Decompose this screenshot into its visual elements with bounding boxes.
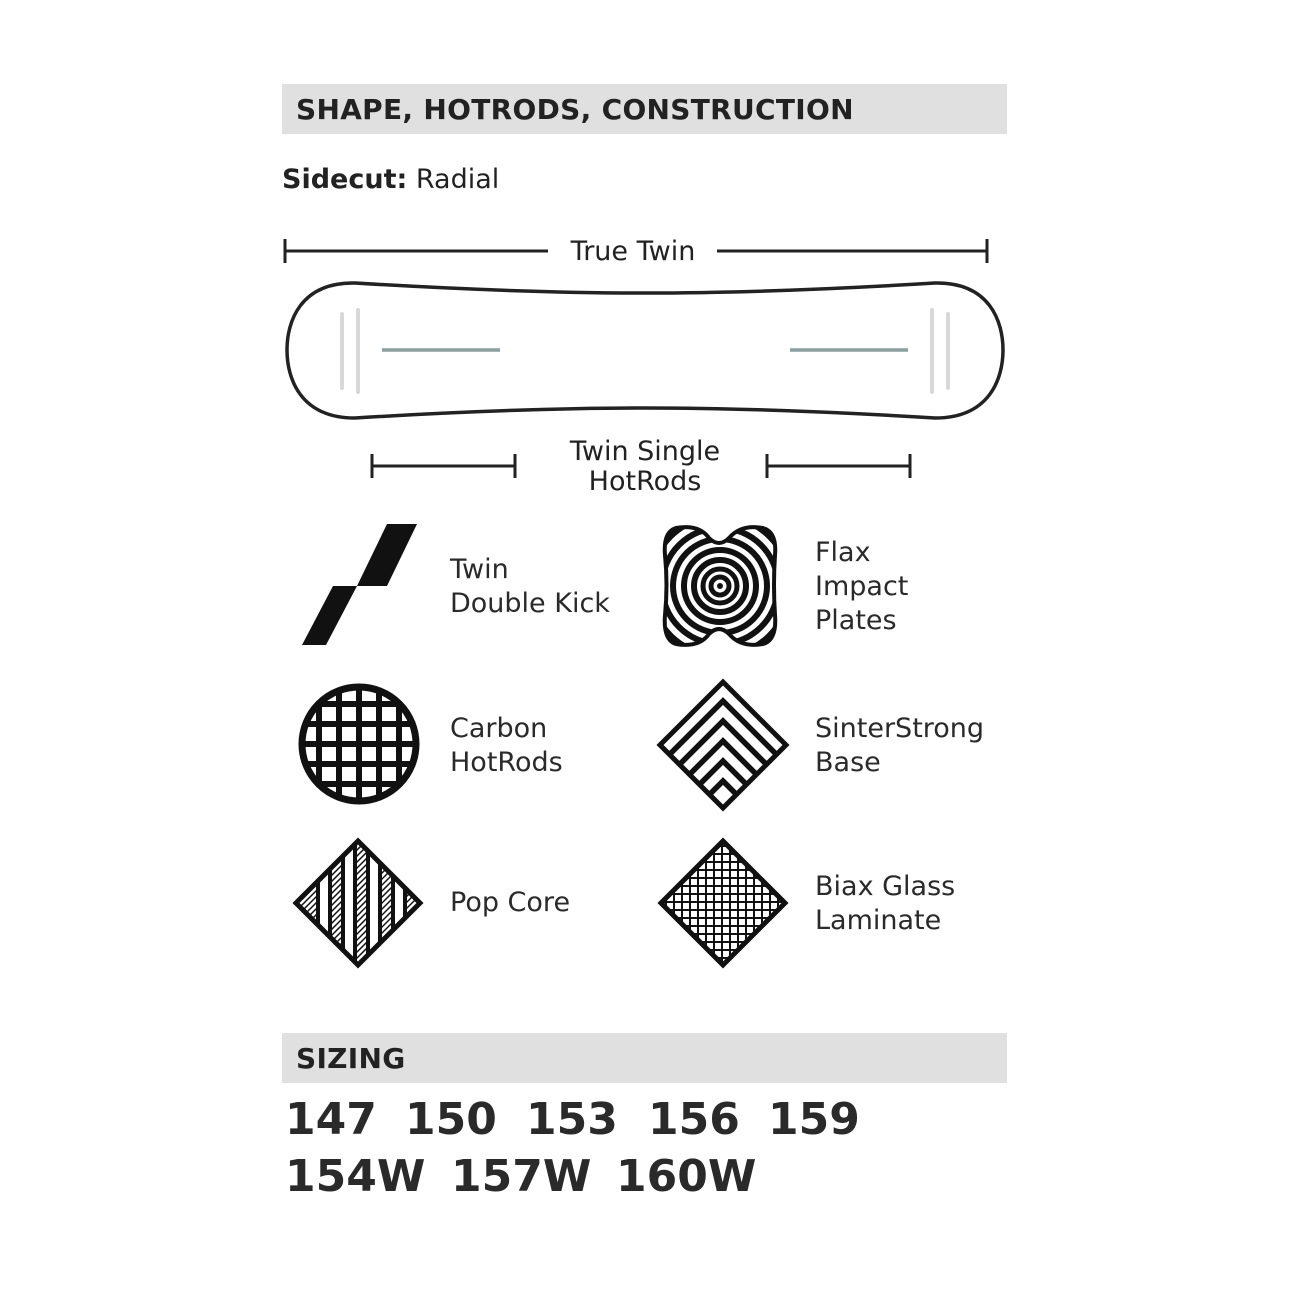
size-value: 160W bbox=[616, 1151, 757, 1202]
sinterstrong-base-icon bbox=[656, 678, 790, 812]
sizing-section-header bbox=[282, 1033, 1007, 1083]
size-value: 154W bbox=[285, 1151, 426, 1202]
size-value: 156 bbox=[648, 1094, 740, 1145]
hotrods-label-line2: HotRods bbox=[588, 466, 702, 497]
feature-line: Base bbox=[815, 747, 881, 778]
twin-double-kick-icon bbox=[298, 521, 428, 651]
feature-label-biax-glass-laminate bbox=[815, 870, 955, 938]
feature-label-pop-core bbox=[450, 886, 570, 920]
feature-line: Biax Glass bbox=[815, 871, 956, 902]
hotrods-dimension-lines bbox=[0, 0, 1290, 500]
size-value: 153 bbox=[526, 1094, 618, 1145]
size-value: 159 bbox=[768, 1094, 860, 1145]
flax-impact-plates-icon bbox=[659, 520, 789, 650]
feature-line: Plates bbox=[815, 605, 897, 636]
sidecut-label: Sidecut: bbox=[282, 164, 408, 195]
feature-line: Impact bbox=[815, 571, 909, 602]
biax-glass-laminate-icon bbox=[658, 838, 788, 968]
feature-line: Pop Core bbox=[450, 887, 571, 918]
shape-section-title: SHAPE, HOTRODS, CONSTRUCTION bbox=[296, 92, 854, 126]
feature-label-carbon-hotrods bbox=[450, 712, 563, 780]
feature-label-twin-double-kick bbox=[450, 553, 610, 621]
feature-line: Twin bbox=[450, 554, 509, 585]
feature-line: Double Kick bbox=[450, 588, 610, 619]
feature-line: Flax bbox=[815, 537, 871, 568]
feature-label-sinterstrong-base bbox=[815, 712, 984, 780]
size-value: 150 bbox=[405, 1094, 497, 1145]
hotrods-label-line1: Twin Single bbox=[569, 436, 721, 467]
feature-label-flax-impact-plates bbox=[815, 536, 908, 638]
sidecut-value: Radial bbox=[415, 164, 500, 195]
pop-core-icon bbox=[293, 838, 423, 968]
size-value: 157W bbox=[451, 1151, 592, 1202]
feature-line: Carbon bbox=[450, 713, 548, 744]
carbon-hotrods-icon bbox=[296, 681, 426, 811]
feature-line: Laminate bbox=[815, 905, 942, 936]
sizing-section-title: SIZING bbox=[296, 1041, 406, 1075]
sizes-row-1 bbox=[285, 1092, 985, 1148]
hotrods-label bbox=[555, 437, 735, 497]
size-value: 147 bbox=[285, 1094, 377, 1145]
sizes-row-2 bbox=[285, 1149, 985, 1205]
feature-line: HotRods bbox=[450, 747, 563, 778]
true-twin-label: True Twin bbox=[552, 232, 714, 272]
feature-line: SinterStrong bbox=[815, 713, 985, 744]
